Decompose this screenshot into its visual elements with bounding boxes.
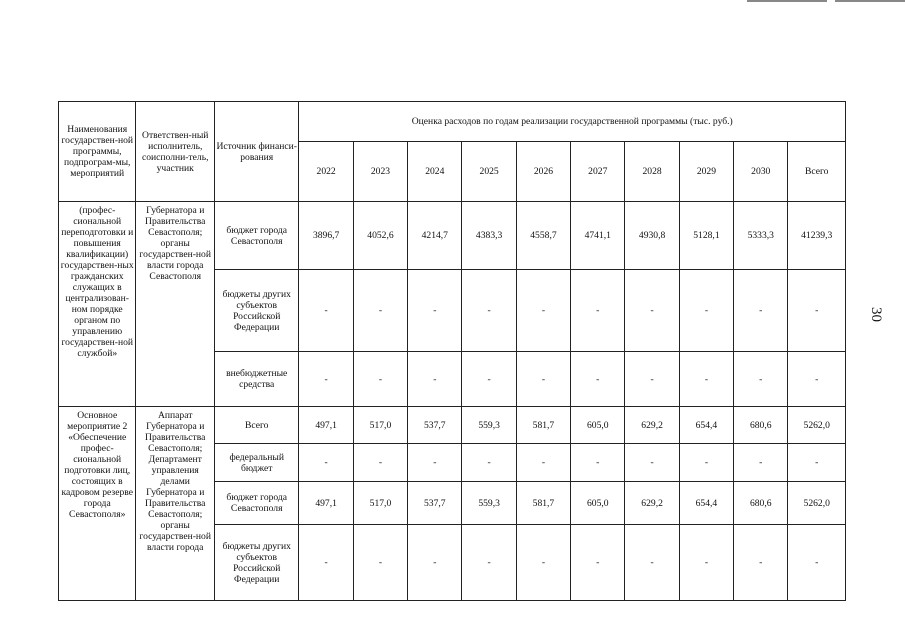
value-cell: 680,6 (734, 482, 788, 525)
total-cell: - (788, 270, 846, 352)
scan-artifact-line (835, 0, 905, 2)
value-cell: - (299, 444, 353, 482)
value-cell: 559,3 (462, 407, 516, 444)
value-cell: - (353, 270, 407, 352)
value-cell: - (571, 270, 625, 352)
responsible-cell: Аппарат Губернатора и Правительства Севастополя; Департамент управления делами Губернатора и Правительства Севастополя; органы государствен-ной власти города (136, 407, 214, 601)
value-cell: 629,2 (625, 407, 679, 444)
value-cell: - (571, 352, 625, 407)
value-cell: - (353, 352, 407, 407)
value-cell: 5128,1 (679, 202, 733, 270)
value-cell: - (571, 525, 625, 601)
value-cell: - (516, 352, 570, 407)
value-cell: 654,4 (679, 407, 733, 444)
value-cell: 559,3 (462, 482, 516, 525)
value-cell: 654,4 (679, 482, 733, 525)
value-cell: 537,7 (408, 482, 462, 525)
value-cell: 605,0 (571, 482, 625, 525)
value-cell: 4741,1 (571, 202, 625, 270)
value-cell: - (299, 352, 353, 407)
value-cell: - (462, 270, 516, 352)
value-cell: 4214,7 (408, 202, 462, 270)
value-cell: - (516, 525, 570, 601)
value-cell: 537,7 (408, 407, 462, 444)
value-cell: 581,7 (516, 407, 570, 444)
value-cell: - (516, 444, 570, 482)
value-cell: - (571, 444, 625, 482)
value-cell: 581,7 (516, 482, 570, 525)
value-cell: - (679, 270, 733, 352)
funding-source-cell: бюджеты других субъектов Российской Федерации (214, 525, 299, 601)
header-row (59, 102, 846, 142)
value-cell: - (516, 270, 570, 352)
year-header: 2024 (408, 142, 462, 202)
year-header: 2029 (679, 142, 733, 202)
value-cell: 4383,3 (462, 202, 516, 270)
header-expense-estimate: Оценка расходов по годам реализации государственной программы (тыс. руб.) (299, 102, 846, 142)
year-header: 2023 (353, 142, 407, 202)
year-header: 2028 (625, 142, 679, 202)
total-cell: - (788, 444, 846, 482)
value-cell: 3896,7 (299, 202, 353, 270)
year-header: 2026 (516, 142, 570, 202)
value-cell: - (734, 352, 788, 407)
total-cell: 41239,3 (788, 202, 846, 270)
value-cell: - (734, 444, 788, 482)
budget-table (58, 101, 846, 601)
total-cell: 5262,0 (788, 407, 846, 444)
scan-artifact-line (747, 0, 827, 2)
value-cell: - (679, 352, 733, 407)
value-cell: - (625, 525, 679, 601)
value-cell: - (625, 270, 679, 352)
program-name-cell: (профес-сиональной переподготовки и повышения квалификации) государствен-ных гражданских служащих в централизован-ном порядке органом по управлению государствен-ной службой» (59, 202, 136, 407)
value-cell: 680,6 (734, 407, 788, 444)
value-cell: - (734, 525, 788, 601)
funding-source-cell: внебюджетные средства (214, 352, 299, 407)
funding-source-cell: Всего (214, 407, 299, 444)
responsible-cell: Губернатора и Правительства Севастополя; органы государствен-ной власти города Севастополя (136, 202, 214, 407)
value-cell: 497,1 (299, 482, 353, 525)
value-cell: - (462, 444, 516, 482)
year-header: 2030 (734, 142, 788, 202)
value-cell: - (353, 525, 407, 601)
funding-source-cell: федеральный бюджет (214, 444, 299, 482)
value-cell: - (679, 525, 733, 601)
value-cell: - (734, 270, 788, 352)
funding-source-cell: бюджет города Севастополя (214, 202, 299, 270)
table-row (59, 407, 846, 444)
header-funding-source: Источник финанси-рования (214, 102, 299, 202)
value-cell: - (353, 444, 407, 482)
year-header: 2027 (571, 142, 625, 202)
value-cell: 5333,3 (734, 202, 788, 270)
value-cell: - (462, 352, 516, 407)
header-program-name: Наименования государствен-ной программы, подпрограм-мы, мероприятий (59, 102, 136, 202)
header-responsible: Ответствен-ный исполнитель, соисполни-тель, участник (136, 102, 214, 202)
value-cell: - (408, 444, 462, 482)
total-cell: - (788, 352, 846, 407)
value-cell: 517,0 (353, 482, 407, 525)
value-cell: - (299, 270, 353, 352)
value-cell: - (625, 444, 679, 482)
value-cell: - (462, 525, 516, 601)
program-name-cell: Основное мероприятие 2 «Обеспечение профес-сиональной подготовки лиц, состоящих в кадровом резерве города Севастополя» (59, 407, 136, 601)
value-cell: 517,0 (353, 407, 407, 444)
value-cell: - (679, 444, 733, 482)
value-cell: 629,2 (625, 482, 679, 525)
value-cell: - (408, 352, 462, 407)
value-cell: 4052,6 (353, 202, 407, 270)
total-header: Всего (788, 142, 846, 202)
value-cell: 4558,7 (516, 202, 570, 270)
table-row (59, 202, 846, 270)
page-number: 30 (868, 307, 884, 322)
value-cell: - (408, 270, 462, 352)
value-cell: - (408, 525, 462, 601)
total-cell: 5262,0 (788, 482, 846, 525)
funding-source-cell: бюджеты других субъектов Российской Федерации (214, 270, 299, 352)
value-cell: - (625, 352, 679, 407)
value-cell: 4930,8 (625, 202, 679, 270)
year-header: 2022 (299, 142, 353, 202)
value-cell: 605,0 (571, 407, 625, 444)
year-header: 2025 (462, 142, 516, 202)
value-cell: - (299, 525, 353, 601)
funding-source-cell: бюджет города Севастополя (214, 482, 299, 525)
total-cell: - (788, 525, 846, 601)
value-cell: 497,1 (299, 407, 353, 444)
